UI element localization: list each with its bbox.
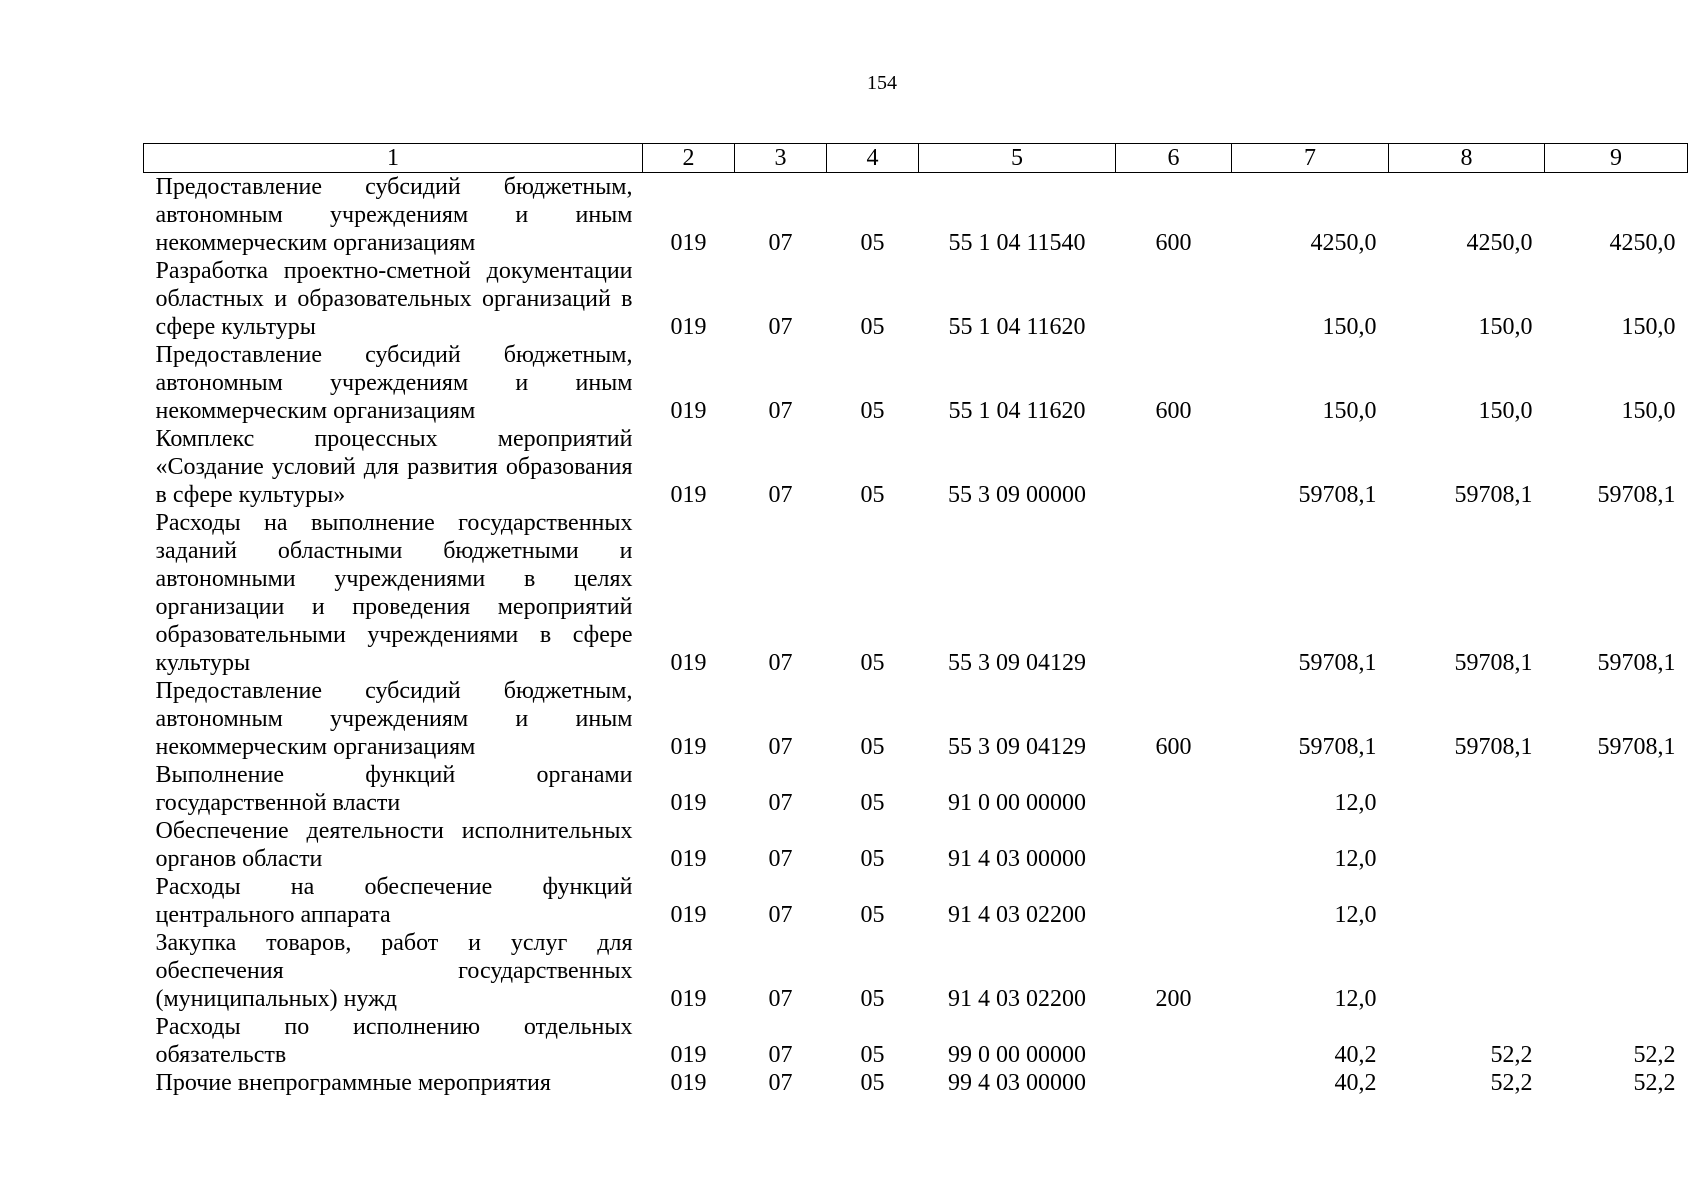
cell-amount-7: 40,2 [1334, 1042, 1377, 1068]
cell-name: Закупка товаров, работ и услуг для обеспечения государственных (муниципальных) нужд [155, 930, 633, 1012]
cell-name: Расходы на обеспечение функций центрального аппарата [155, 874, 633, 928]
header-col-5: 5 [919, 144, 1116, 173]
cell-name: Комплекс процессных мероприятий «Создание условий для развития образования в сфере культуры» [155, 426, 633, 508]
cell-subsection: 05 [860, 650, 885, 676]
cell-amount-9: 59708,1 [1597, 734, 1676, 760]
cell-subsection: 05 [860, 902, 885, 928]
page-number: 154 [867, 72, 897, 94]
cell-expense-type [1116, 761, 1232, 817]
cell-amount-9 [1545, 761, 1688, 817]
table-body [144, 173, 1688, 1098]
cell-target-article: 55 3 09 04129 [948, 734, 1086, 760]
cell-section: 07 [768, 650, 793, 676]
cell-amount-8: 59708,1 [1454, 650, 1533, 676]
cell-amount-8 [1389, 873, 1545, 929]
cell-subsection: 05 [860, 734, 885, 760]
cell-target-article: 55 3 09 00000 [948, 482, 1086, 508]
cell-name: Расходы по исполнению отдельных обязательств [155, 1014, 633, 1068]
cell-expense-type [1116, 873, 1232, 929]
cell-amount-7: 150,0 [1322, 398, 1377, 424]
cell-subsection: 05 [860, 986, 885, 1012]
cell-expense-type: 600 [1155, 734, 1192, 760]
cell-target-article: 55 1 04 11620 [948, 314, 1086, 340]
cell-amount-9: 59708,1 [1597, 482, 1676, 508]
cell-expense-type [1116, 1013, 1232, 1069]
cell-amount-7: 4250,0 [1310, 230, 1377, 256]
cell-amount-7: 40,2 [1334, 1070, 1377, 1096]
cell-name: Расходы на выполнение государственных заданий областными бюджетными и автономными учреждениями в целях организации и проведения мероприятий образовательными учреждениями в сфере культуры [155, 510, 633, 676]
cell-section: 07 [768, 790, 793, 816]
cell-target-article: 91 4 03 02200 [948, 986, 1086, 1012]
cell-ministry-code: 019 [670, 986, 707, 1012]
cell-amount-8 [1389, 817, 1545, 873]
cell-section: 07 [768, 230, 793, 256]
cell-ministry-code: 019 [670, 902, 707, 928]
table-row [144, 817, 1688, 873]
cell-subsection: 05 [860, 230, 885, 256]
cell-section: 07 [768, 734, 793, 760]
header-col-7: 7 [1232, 144, 1389, 173]
table-row [144, 677, 1688, 761]
cell-amount-8: 52,2 [1490, 1070, 1533, 1096]
table-header [144, 144, 1688, 173]
cell-amount-9: 4250,0 [1609, 230, 1676, 256]
cell-subsection: 05 [860, 398, 885, 424]
cell-section: 07 [768, 1070, 793, 1096]
cell-name: Предоставление субсидий бюджетным, автономным учреждениям и иным некоммерческим организациям [155, 174, 633, 256]
cell-ministry-code: 019 [670, 734, 707, 760]
cell-subsection: 05 [860, 790, 885, 816]
header-col-6: 6 [1116, 144, 1232, 173]
cell-ministry-code: 019 [670, 398, 707, 424]
cell-ministry-code: 019 [670, 846, 707, 872]
budget-table [143, 143, 1688, 1097]
cell-section: 07 [768, 846, 793, 872]
cell-amount-8: 59708,1 [1454, 482, 1533, 508]
cell-target-article: 99 0 00 00000 [948, 1042, 1086, 1068]
cell-subsection: 05 [860, 846, 885, 872]
header-col-4: 4 [827, 144, 919, 173]
cell-target-article: 91 4 03 02200 [948, 902, 1086, 928]
cell-target-article: 55 3 09 04129 [948, 650, 1086, 676]
cell-amount-8: 4250,0 [1466, 230, 1533, 256]
cell-ministry-code: 019 [670, 1070, 707, 1096]
cell-target-article: 99 4 03 00000 [948, 1070, 1086, 1096]
table-row [144, 173, 1688, 258]
cell-name: Предоставление субсидий бюджетным, автономным учреждениям и иным некоммерческим организациям [155, 342, 633, 424]
cell-ministry-code: 019 [670, 790, 707, 816]
cell-section: 07 [768, 398, 793, 424]
cell-amount-9: 150,0 [1621, 398, 1676, 424]
cell-name: Выполнение функций органами государственной власти [155, 762, 633, 816]
cell-amount-7: 12,0 [1334, 846, 1377, 872]
cell-name: Прочие внепрограммные мероприятия [155, 1070, 551, 1096]
table-row [144, 761, 1688, 817]
cell-section: 07 [768, 314, 793, 340]
header-col-3: 3 [735, 144, 827, 173]
cell-subsection: 05 [860, 314, 885, 340]
cell-expense-type [1116, 1069, 1232, 1097]
cell-section: 07 [768, 986, 793, 1012]
cell-ministry-code: 019 [670, 230, 707, 256]
cell-amount-9: 150,0 [1621, 314, 1676, 340]
cell-amount-7: 59708,1 [1298, 734, 1377, 760]
cell-expense-type [1116, 509, 1232, 677]
cell-target-article: 55 1 04 11620 [948, 398, 1086, 424]
cell-amount-8: 52,2 [1490, 1042, 1533, 1068]
cell-ministry-code: 019 [670, 482, 707, 508]
table-row [144, 425, 1688, 509]
header-col-8: 8 [1389, 144, 1545, 173]
cell-subsection: 05 [860, 1070, 885, 1096]
cell-subsection: 05 [860, 482, 885, 508]
header-col-9: 9 [1545, 144, 1688, 173]
cell-ministry-code: 019 [670, 1042, 707, 1068]
table-row [144, 1069, 1688, 1097]
cell-amount-9 [1545, 817, 1688, 873]
cell-target-article: 91 4 03 00000 [948, 846, 1086, 872]
table-row [144, 1013, 1688, 1069]
cell-expense-type: 600 [1155, 230, 1192, 256]
cell-amount-7: 12,0 [1334, 790, 1377, 816]
table-row [144, 929, 1688, 1013]
header-col-1: 1 [144, 144, 643, 173]
cell-section: 07 [768, 1042, 793, 1068]
cell-amount-9 [1545, 929, 1688, 1013]
cell-amount-8: 59708,1 [1454, 734, 1533, 760]
cell-amount-7: 12,0 [1334, 902, 1377, 928]
cell-ministry-code: 019 [670, 650, 707, 676]
table-row [144, 341, 1688, 425]
cell-amount-8: 150,0 [1478, 314, 1533, 340]
cell-amount-7: 59708,1 [1298, 650, 1377, 676]
cell-expense-type [1116, 257, 1232, 341]
cell-name: Разработка проектно-сметной документации областных и образовательных организаций в сфере культуры [155, 258, 633, 340]
cell-amount-7: 150,0 [1322, 314, 1377, 340]
header-col-2: 2 [643, 144, 735, 173]
header-row [144, 144, 1688, 173]
cell-amount-9: 52,2 [1633, 1070, 1676, 1096]
table-row [144, 509, 1688, 677]
cell-amount-8: 150,0 [1478, 398, 1533, 424]
cell-amount-9: 59708,1 [1597, 650, 1676, 676]
cell-target-article: 55 1 04 11540 [948, 230, 1086, 256]
cell-amount-7: 12,0 [1334, 986, 1377, 1012]
cell-amount-8 [1389, 929, 1545, 1013]
cell-amount-8 [1389, 761, 1545, 817]
cell-amount-7: 59708,1 [1298, 482, 1377, 508]
table-row [144, 257, 1688, 341]
cell-amount-9: 52,2 [1633, 1042, 1676, 1068]
cell-expense-type [1116, 817, 1232, 873]
cell-expense-type: 200 [1155, 986, 1192, 1012]
cell-section: 07 [768, 482, 793, 508]
cell-name: Обеспечение деятельности исполнительных органов области [155, 818, 633, 872]
cell-name: Предоставление субсидий бюджетным, автономным учреждениям и иным некоммерческим организациям [155, 678, 633, 760]
cell-amount-9 [1545, 873, 1688, 929]
cell-expense-type [1116, 425, 1232, 509]
cell-subsection: 05 [860, 1042, 885, 1068]
table-row [144, 873, 1688, 929]
cell-section: 07 [768, 902, 793, 928]
cell-target-article: 91 0 00 00000 [948, 790, 1086, 816]
cell-expense-type: 600 [1155, 398, 1192, 424]
cell-ministry-code: 019 [670, 314, 707, 340]
